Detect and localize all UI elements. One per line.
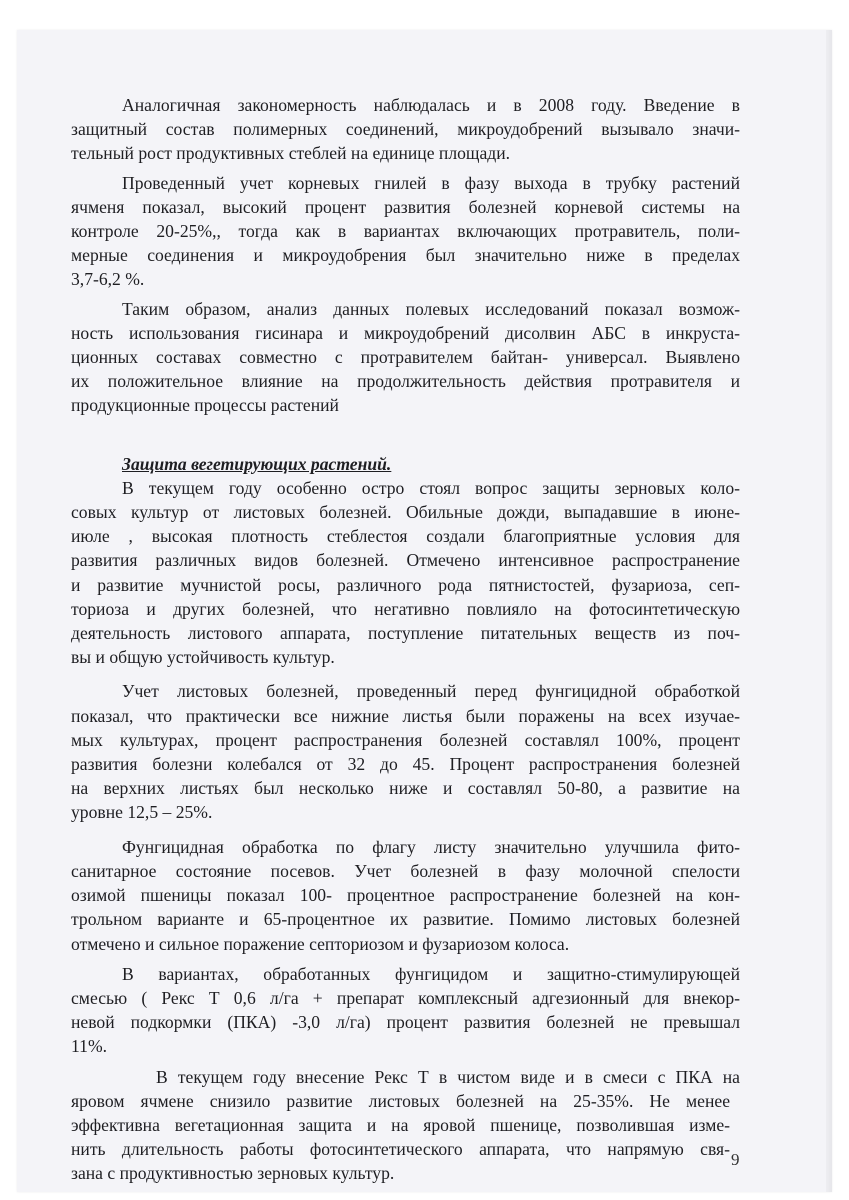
paragraph — [71, 476, 740, 670]
text-line — [122, 297, 740, 321]
text-line-content: защитный состав полимерных соединений, микроудобрений вызывало значи- — [71, 119, 740, 140]
text-line-content: Таким образом, анализ данных полевых исследований показал возмож- — [122, 298, 740, 319]
text-line-content: показал, что практически все нижние листья были поражены на всех изучае- — [71, 705, 740, 726]
text-line — [71, 907, 740, 931]
text-line — [71, 195, 740, 219]
paragraph — [71, 93, 740, 166]
text-line — [71, 321, 740, 345]
text-line — [71, 117, 740, 141]
text-line-content: деятельность листового аппарата, поступление питательных веществ из поч- — [71, 623, 740, 644]
text-line — [71, 986, 740, 1010]
text-line-content: ториоза и других болезней, что негативно повлияло на фотосинтетическую — [71, 598, 740, 619]
text-line-content: Учет листовых болезней, проведенный перед фунгицидной обработкой — [122, 681, 740, 702]
text-line — [122, 93, 740, 117]
text-line — [122, 962, 740, 986]
text-line-content: В текущем году внесение Рекс Т в чистом виде и в смеси с ПКА на — [156, 1066, 740, 1087]
text-line-content: мых культурах, процент распространения болезней составлял 100%, процент — [71, 729, 740, 750]
text-line-content: смесью ( Рекс Т 0,6 л/га + препарат комплексный адгезионный для внекор- — [71, 987, 740, 1008]
text-line — [71, 728, 740, 752]
text-line — [71, 704, 740, 728]
text-line-content: яровом ячмене снизило развитие листовых болезней на 25-35%. Не менее — [71, 1090, 730, 1111]
paragraph — [71, 297, 740, 418]
text-line-content: ячменя показал, высокий процент развития болезней корневой системы на — [71, 196, 740, 217]
text-line-content: продукционные процессы растений — [71, 395, 339, 416]
text-line — [71, 393, 740, 417]
text-line-content: ность использования гисинара и микроудобрений дисолвин АБС в инкруста- — [71, 322, 740, 343]
text-line-content: уровне 12,5 – 25%. — [71, 802, 213, 823]
text-line — [71, 1161, 740, 1185]
text-line-content: трольном варианте и 65-процентное их развитие. Помимо листовых болезней — [71, 909, 740, 930]
text-line — [71, 573, 740, 597]
text-line — [71, 548, 740, 572]
text-line — [71, 776, 740, 800]
text-line — [71, 621, 740, 645]
text-line — [71, 932, 740, 956]
text-line — [71, 500, 740, 524]
text-line-content: санитарное состояние посевов. Учет болезней в фазу молочной спелости — [71, 860, 740, 881]
paragraph — [71, 1065, 740, 1186]
text-line-content: на верхних листьях был несколько ниже и составлял 50-80, а развитие на — [71, 778, 740, 799]
text-line-content: отмечено и сильное поражение септориозом и фузариозом колоса. — [71, 933, 570, 954]
text-line — [71, 141, 740, 165]
text-line — [122, 171, 740, 195]
text-line — [71, 800, 740, 824]
text-line — [71, 243, 740, 267]
text-line — [71, 752, 740, 776]
text-line — [71, 597, 740, 621]
text-line-content: озимой пшеницы показал 100- процентное распространение болезней на кон- — [71, 885, 740, 906]
paragraph — [71, 835, 740, 956]
text-line — [71, 1113, 730, 1137]
text-line-content: Проведенный учет корневых гнилей в фазу выхода в трубку растений — [122, 172, 740, 193]
text-line-content: ционных составах совместно с протравителем байтан- универсал. Выявлено — [71, 347, 740, 368]
section-heading: Защита вегетирующих растений. — [122, 453, 392, 474]
text-line-content: нить длительность работы фотосинтетического аппарата, что напрямую свя- — [71, 1139, 730, 1160]
paragraph — [71, 962, 740, 1059]
text-line-content: совых культур от листовых болезней. Обильные дожди, выпадавшие в июне- — [71, 502, 740, 523]
text-line — [71, 1034, 740, 1058]
text-line-content: зана с продуктивностью зерновых культур. — [71, 1163, 395, 1184]
text-line-content: невой подкормки (ПКА) -3,0 л/га) процент развития болезней не превышал — [71, 1012, 740, 1033]
text-line-content: Аналогичная закономерность наблюдалась и в 2008 году. Введение в — [122, 95, 740, 115]
text-line-content: их положительное влияние на продолжительность действия протравителя и — [71, 371, 740, 392]
text-line-content: контроле 20-25%,, тогда как в вариантах включающих протравитель, поли- — [71, 221, 740, 242]
text-line — [156, 1065, 740, 1089]
text-line — [122, 835, 740, 859]
text-line-content: и развитие мучнистой росы, различного рода пятнистостей, фузариоза, сеп- — [71, 574, 740, 595]
text-line-content: июле , высокая плотность стеблестоя создали благоприятные условия для — [71, 526, 740, 547]
text-line — [71, 1137, 730, 1161]
text-line — [71, 1089, 730, 1113]
text-line — [71, 859, 740, 883]
text-line — [71, 645, 740, 669]
text-line — [122, 679, 740, 703]
text-line — [71, 524, 740, 548]
text-line — [71, 267, 740, 291]
text-line — [71, 1010, 740, 1034]
text-line — [71, 345, 740, 369]
text-line-content: эффективна вегетационная защита и на яровой пшенице, позволившая изме- — [71, 1114, 730, 1135]
text-line — [122, 476, 740, 500]
document-body — [71, 93, 740, 1186]
text-line-content: тельный рост продуктивных стеблей на единице площади. — [71, 143, 511, 164]
text-line — [71, 219, 740, 243]
text-line-content: развития различных видов болезней. Отмечено интенсивное распространение — [71, 550, 740, 571]
text-line-content: В вариантах, обработанных фунгицидом и защитно-стимулирующей — [122, 963, 740, 984]
text-line-content: развития болезни колебался от 32 до 45. Процент распространения болезней — [71, 754, 740, 775]
text-line-content: 3,7-6,2 %. — [71, 269, 145, 290]
paragraph — [71, 679, 740, 824]
text-line-content: вы и общую устойчивость культур. — [71, 647, 335, 668]
paragraph — [71, 171, 740, 292]
text-line-content: Фунгицидная обработка по флагу листу значительно улучшила фито- — [122, 836, 740, 857]
text-line — [71, 369, 740, 393]
text-line-content: 11%. — [71, 1036, 107, 1057]
text-line-content: мерные соединения и микроудобрения был значительно ниже в пределах — [71, 245, 740, 266]
text-line — [71, 883, 740, 907]
page-number: 9 — [731, 1150, 740, 1169]
text-line-content: В текущем году особенно остро стоял вопрос защиты зерновых коло- — [122, 477, 740, 498]
